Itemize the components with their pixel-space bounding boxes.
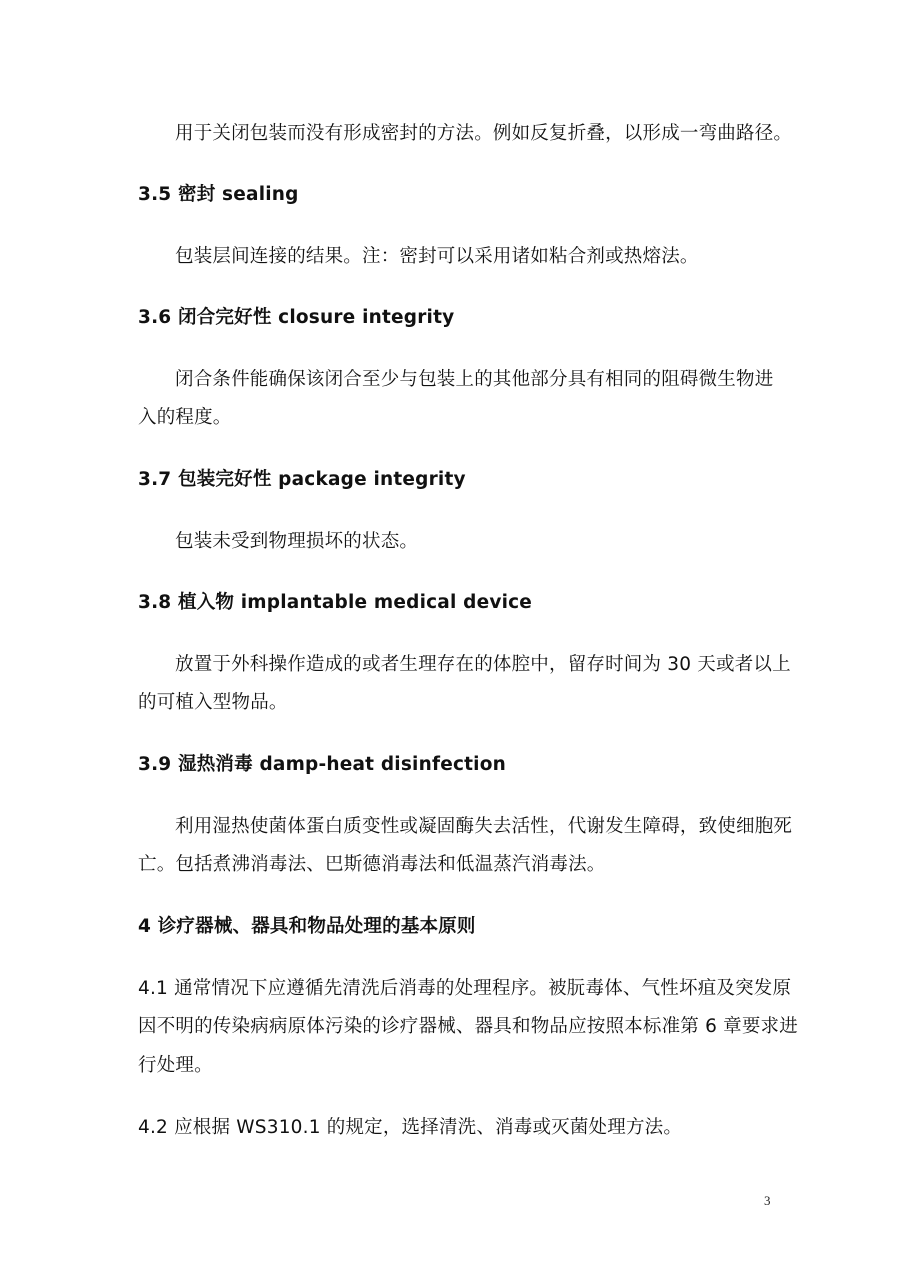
- section-heading-3-6: 3.6 闭合完好性 closure integrity: [138, 307, 455, 328]
- section-heading-4: 4 诊疗器械、器具和物品处理的基本原则: [138, 916, 476, 937]
- section-heading-3-5: 3.5 密封 sealing: [138, 184, 299, 205]
- paragraph-line: 4.2 应根据 WS310.1 的规定，选择清洗、消毒或灭菌处理方法。: [138, 1117, 683, 1138]
- paragraph-line: 因不明的传染病病原体污染的诊疗器械、器具和物品应按照本标准第 6 章要求进: [138, 1016, 798, 1037]
- paragraph-line: 亡。包括煮沸消毒法、巴斯德消毒法和低温蒸汽消毒法。: [138, 854, 606, 875]
- paragraph-line: 闭合条件能确保该闭合至少与包装上的其他部分具有相同的阻碍微生物进: [175, 369, 774, 390]
- section-heading-3-8: 3.8 植入物 implantable medical device: [138, 592, 533, 613]
- paragraph-line: 4.1 通常情况下应遵循先清洗后消毒的处理程序。被朊毒体、气性坏疽及突发原: [138, 978, 792, 999]
- paragraph-line: 的可植入型物品。: [138, 692, 288, 713]
- section-heading-3-9: 3.9 湿热消毒 damp-heat disinfection: [138, 754, 506, 775]
- section-heading-3-7: 3.7 包装完好性 package integrity: [138, 469, 466, 490]
- paragraph-line: 包装层间连接的结果。注：密封可以采用诸如粘合剂或热熔法。: [175, 246, 699, 267]
- paragraph-line: 放置于外科操作造成的或者生理存在的体腔中，留存时间为 30 天或者以上: [175, 654, 791, 675]
- page-number: 3: [764, 1193, 771, 1208]
- paragraph-line: 包装未受到物理损坏的状态。: [175, 531, 419, 552]
- paragraph-line: 利用湿热使菌体蛋白质变性或凝固酶失去活性，代谢发生障碍，致使细胞死: [175, 816, 793, 837]
- paragraph-line: 用于关闭包装而没有形成密封的方法。例如反复折叠，以形成一弯曲路径。: [175, 123, 793, 144]
- paragraph-line: 入的程度。: [138, 407, 232, 428]
- paragraph-line: 行处理。: [138, 1055, 213, 1076]
